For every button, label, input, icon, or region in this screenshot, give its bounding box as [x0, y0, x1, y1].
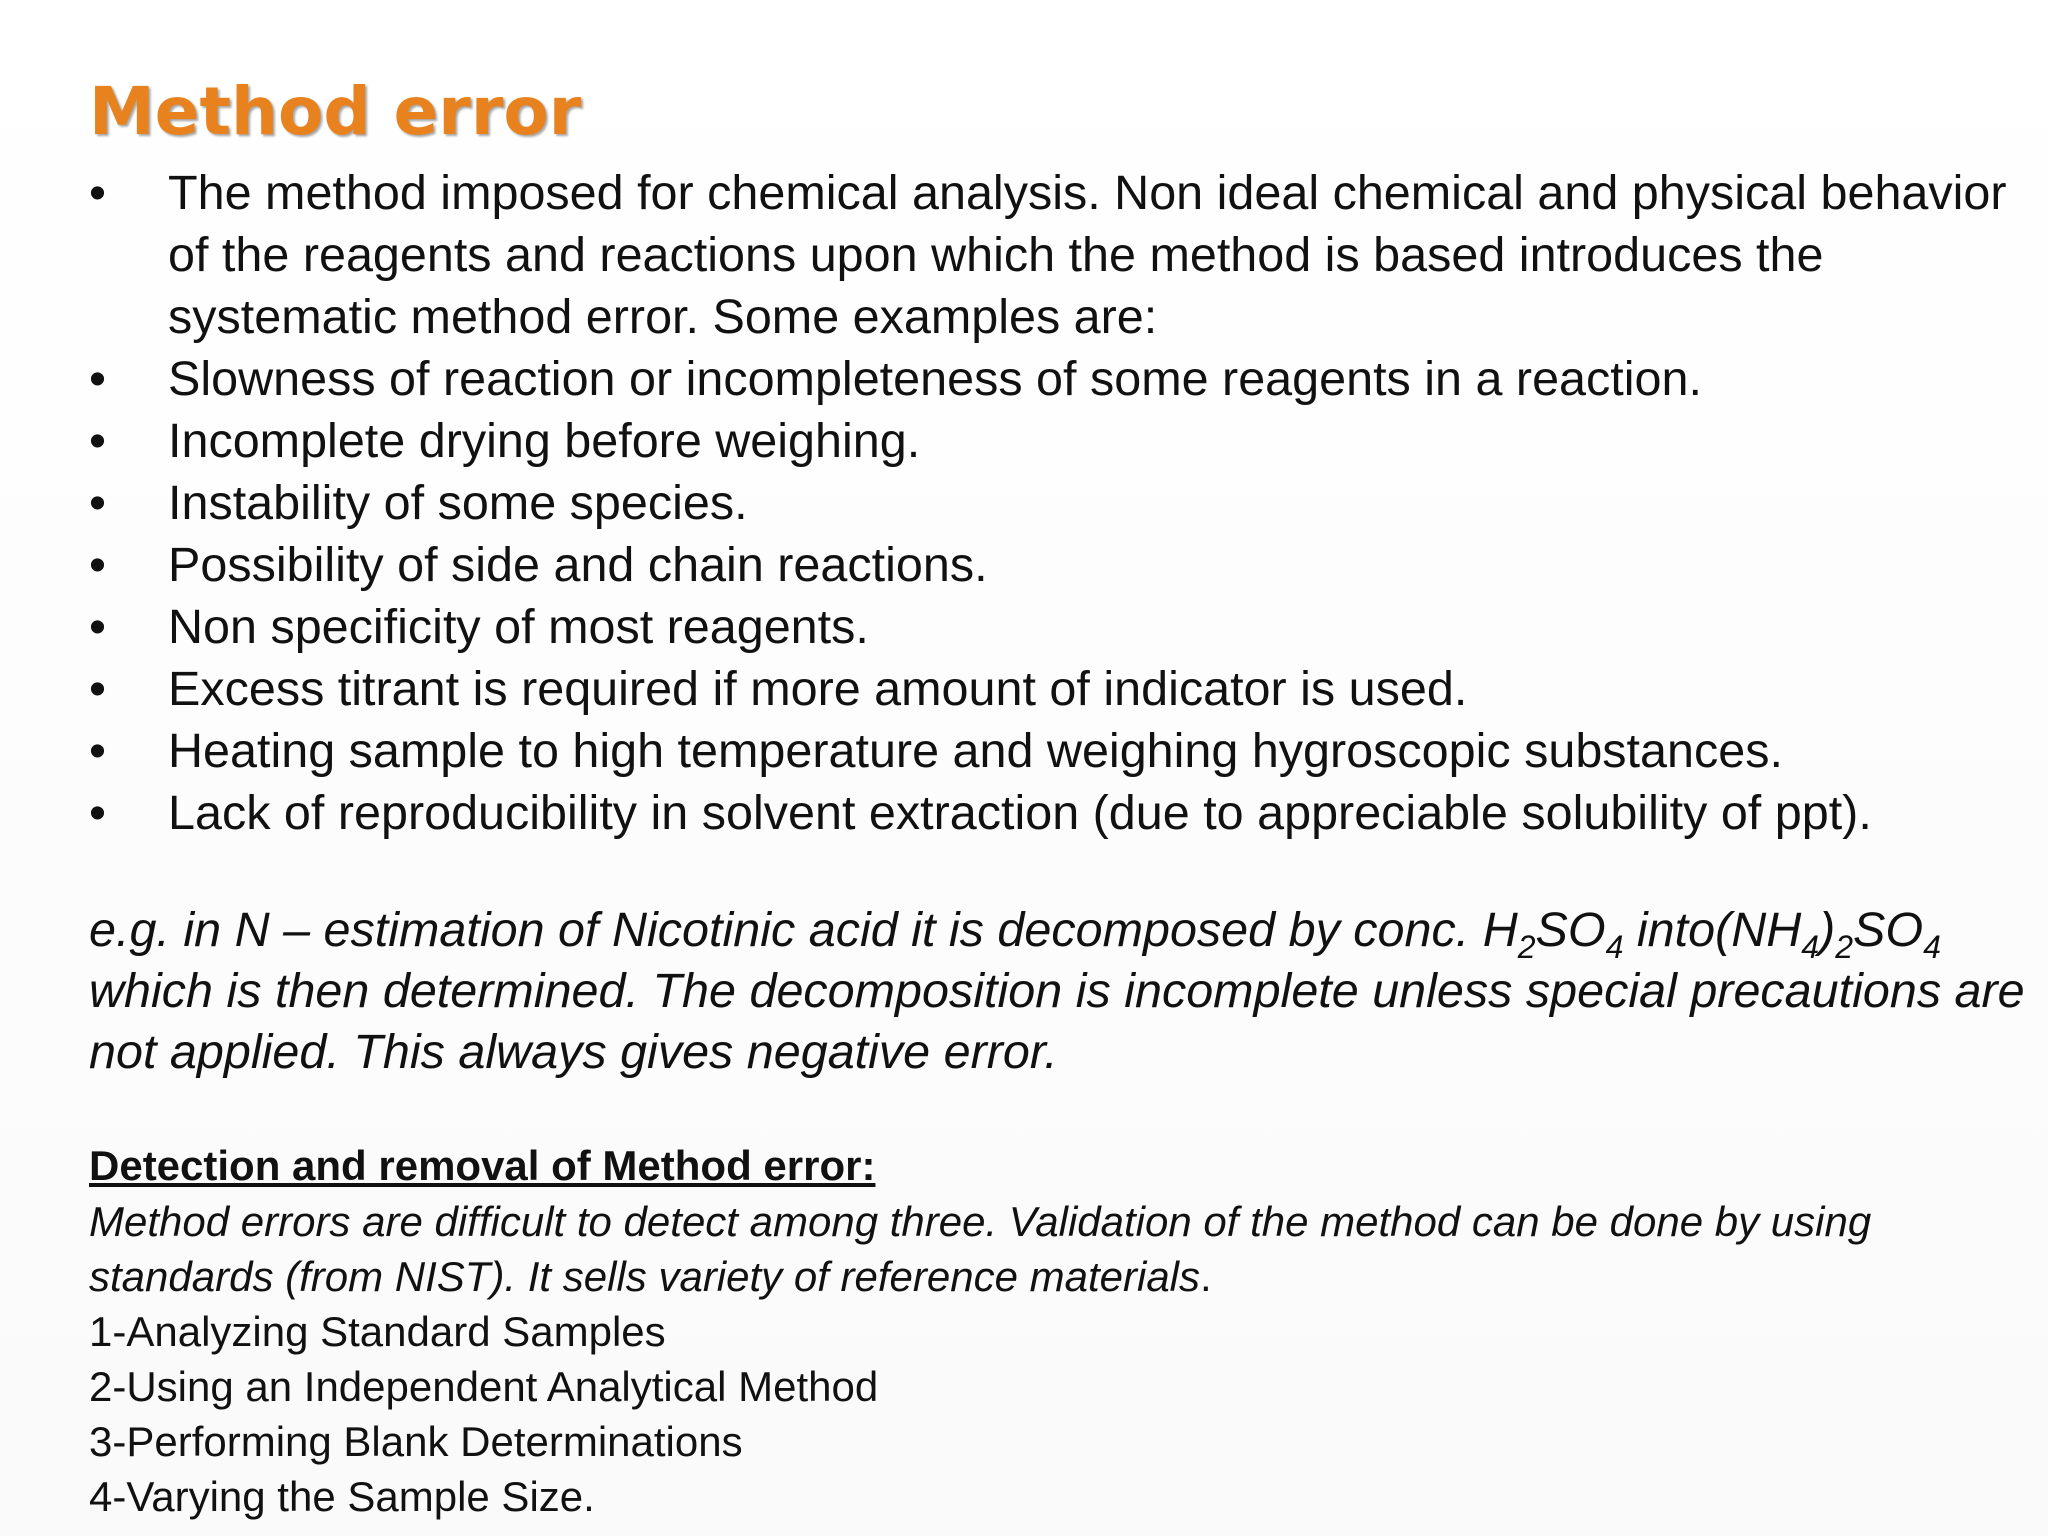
- bullet-icon: •: [89, 786, 106, 840]
- example-paragraph: [89, 900, 2029, 1083]
- bullet-text: Excess titrant is required if more amount of indicator is used.: [168, 662, 1468, 716]
- subscript: 2: [1835, 929, 1854, 965]
- bullet-icon: •: [89, 538, 106, 592]
- detection-section: [89, 1138, 2044, 1524]
- step-item: 1-Analyzing Standard Samples: [89, 1308, 666, 1355]
- bullet-item: [89, 410, 2009, 472]
- example-text: into(NH: [1623, 903, 1802, 957]
- example-text: which is then determined. The decomposition is incomplete unless special precautions are not applied. This always gives negative error.: [89, 964, 2025, 1079]
- example-text: SO: [1535, 903, 1606, 957]
- bullet-item: [89, 348, 2009, 410]
- bullet-list: [89, 162, 2009, 844]
- bullet-item: [89, 472, 2009, 534]
- bullet-text: Incomplete drying before weighing.: [168, 414, 921, 468]
- bullet-icon: •: [89, 476, 106, 530]
- example-text: SO: [1853, 903, 1924, 957]
- step-item: 4-Varying the Sample Size.: [89, 1473, 595, 1520]
- bullet-item: [89, 658, 2009, 720]
- bullet-text: Non specificity of most reagents.: [168, 600, 869, 654]
- detection-desc-line: Method errors are difficult to detect among three. Validation of the method can be done by using: [89, 1198, 1872, 1245]
- step-item: 3-Performing Blank Determinations: [89, 1418, 743, 1465]
- bullet-item: [89, 720, 2009, 782]
- bullet-item: [89, 162, 2009, 348]
- bullet-icon: •: [89, 724, 106, 778]
- detection-desc-end: .: [1200, 1253, 1212, 1300]
- subscript: 4: [1605, 929, 1624, 965]
- bullet-icon: •: [89, 166, 106, 220]
- bullet-item: [89, 596, 2009, 658]
- bullet-item: [89, 534, 2009, 596]
- bullet-item: [89, 782, 2009, 844]
- subscript: 4: [1923, 929, 1941, 965]
- step-item: 2-Using an Independent Analytical Method: [89, 1363, 879, 1410]
- bullet-icon: •: [89, 352, 106, 406]
- detection-heading: Detection and removal of Method error:: [89, 1142, 876, 1189]
- bullet-text: Instability of some species.: [168, 476, 748, 530]
- detection-desc-line: standards (from NIST). It sells variety of reference materials: [89, 1253, 1201, 1300]
- subscript: 2: [1517, 929, 1536, 965]
- subscript: 4: [1801, 929, 1820, 965]
- bullet-text: Heating sample to high temperature and weighing hygroscopic substances.: [168, 724, 1783, 778]
- bullet-text: Possibility of side and chain reactions.: [168, 538, 988, 592]
- bullet-icon: •: [89, 662, 106, 716]
- bullet-text: Lack of reproducibility in solvent extraction (due to appreciable solubility of ppt).: [168, 786, 1872, 840]
- example-text: ): [1819, 903, 1836, 957]
- detection-description: [89, 1194, 2044, 1304]
- example-text: e.g. in N – estimation of Nicotinic acid it is decomposed by conc. H: [89, 903, 1518, 957]
- bullet-text: Slowness of reaction or incompleteness of some reagents in a reaction.: [168, 352, 1702, 406]
- bullet-icon: •: [89, 414, 106, 468]
- detection-steps: [89, 1304, 2044, 1524]
- slide-title: Method error: [89, 73, 582, 150]
- bullet-icon: •: [89, 600, 106, 654]
- bullet-text: The method imposed for chemical analysis. Non ideal chemical and physical behavior of the reagents and reactions upon which the method is based introduces the systematic method error. Some examples are:: [168, 166, 2007, 344]
